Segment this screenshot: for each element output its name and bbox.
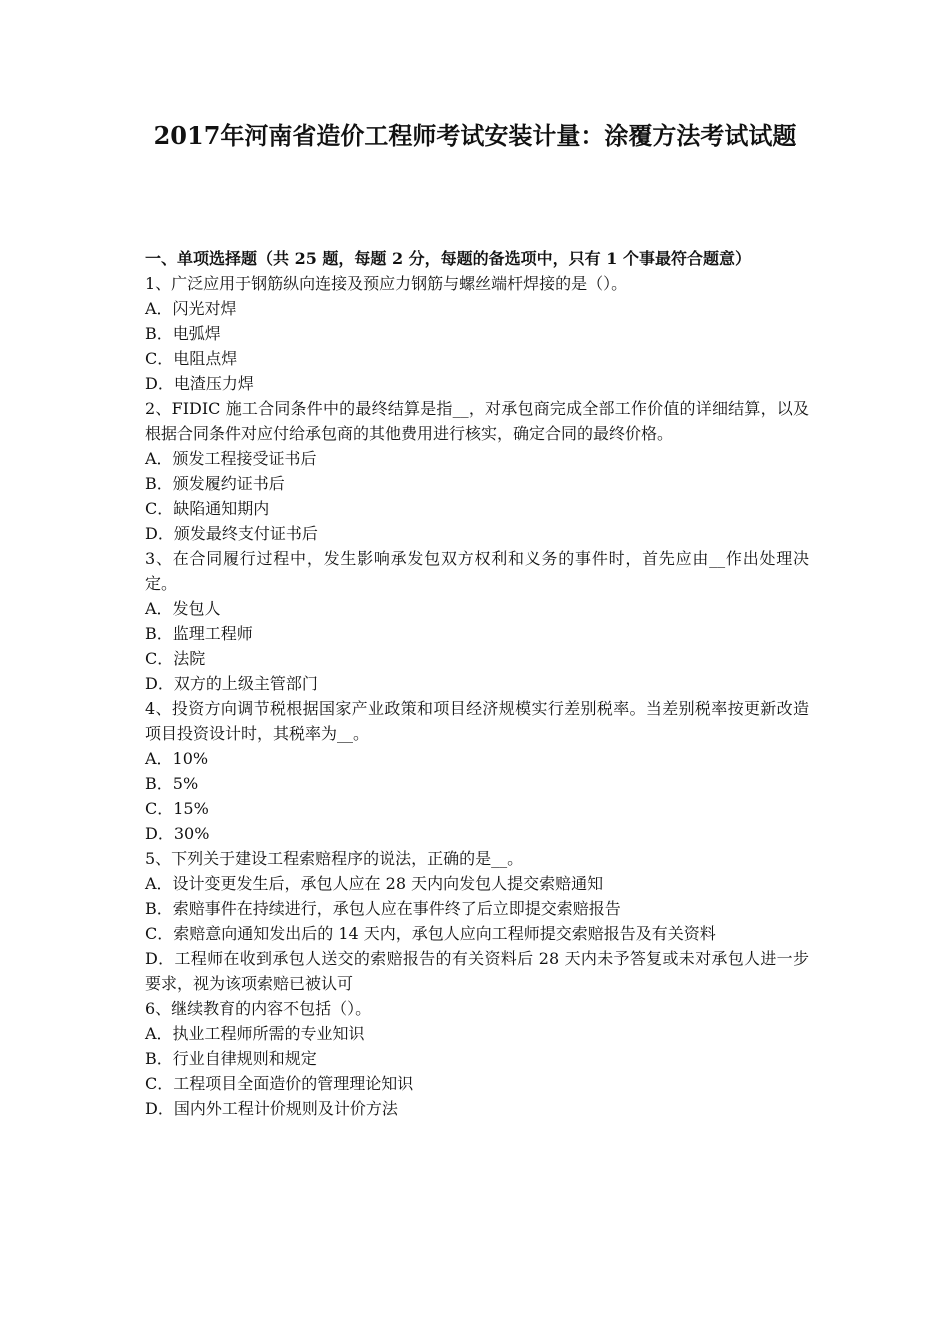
option-b: B．5% xyxy=(145,774,199,793)
question-3 xyxy=(145,546,809,696)
document-body xyxy=(145,246,809,1121)
option-b: B．电弧焊 xyxy=(145,324,221,343)
option-b: B．索赔事件在持续进行，承包人应在事件终了后立即提交索赔报告 xyxy=(145,899,621,918)
question-2 xyxy=(145,396,809,546)
option-d: D．电渣压力焊 xyxy=(145,374,254,393)
document-title: 2017年河南省造价工程师考试安装计量：涂覆方法考试试题 xyxy=(153,121,797,150)
question-stem: 6、继续教育的内容不包括（）。 xyxy=(145,999,372,1018)
option-d: D．工程师在收到承包人送交的索赔报告的有关资料后 28 天内未予答复或未对承包人进一步要求，视为该项索赔已被认可 xyxy=(145,949,809,993)
option-d: D．颁发最终支付证书后 xyxy=(145,524,318,543)
section-header: 一、单项选择题（共 25 题，每题 2 分，每题的备选项中，只有 1 个事最符合题意） xyxy=(145,249,751,268)
option-a: A．闪光对焊 xyxy=(145,299,237,318)
option-b: B．监理工程师 xyxy=(145,624,253,643)
question-5 xyxy=(145,846,809,996)
option-a: A．发包人 xyxy=(145,599,221,618)
option-a: A．设计变更发生后，承包人应在 28 天内向发包人提交索赔通知 xyxy=(145,874,604,893)
option-c: C．法院 xyxy=(145,649,206,668)
option-c: C．索赔意向通知发出后的 14 天内，承包人应向工程师提交索赔报告及有关资料 xyxy=(145,924,716,943)
question-1 xyxy=(145,271,809,396)
option-d: D．双方的上级主管部门 xyxy=(145,674,318,693)
question-4 xyxy=(145,696,809,846)
option-d: D．国内外工程计价规则及计价方法 xyxy=(145,1099,398,1118)
option-c: C．缺陷通知期内 xyxy=(145,499,270,518)
question-stem: 4、投资方向调节税根据国家产业政策和项目经济规模实行差别税率。当差别税率按更新改造项目投资设计时，其税率为__。 xyxy=(145,699,809,743)
option-b: B．颁发履约证书后 xyxy=(145,474,285,493)
option-a: A．颁发工程接受证书后 xyxy=(145,449,317,468)
option-b: B．行业自律规则和规定 xyxy=(145,1049,317,1068)
option-a: A．执业工程师所需的专业知识 xyxy=(145,1024,365,1043)
question-6 xyxy=(145,996,809,1121)
question-stem: 3、在合同履行过程中，发生影响承发包双方权利和义务的事件时，首先应由__作出处理决定。 xyxy=(145,549,809,593)
question-stem: 2、FIDIC 施工合同条件中的最终结算是指__，对承包商完成全部工作价值的详细结算，以及根据合同条件对应付给承包商的其他费用进行核实，确定合同的最终价格。 xyxy=(145,399,809,443)
option-c: C．电阻点焊 xyxy=(145,349,238,368)
question-stem: 1、广泛应用于钢筋纵向连接及预应力钢筋与螺丝端杆焊接的是（）。 xyxy=(145,274,628,293)
option-c: C．15% xyxy=(145,799,209,818)
option-d: D．30% xyxy=(145,824,210,843)
option-a: A．10% xyxy=(145,749,209,768)
option-c: C．工程项目全面造价的管理理论知识 xyxy=(145,1074,414,1093)
question-stem: 5、下列关于建设工程索赔程序的说法，正确的是__。 xyxy=(145,849,524,868)
